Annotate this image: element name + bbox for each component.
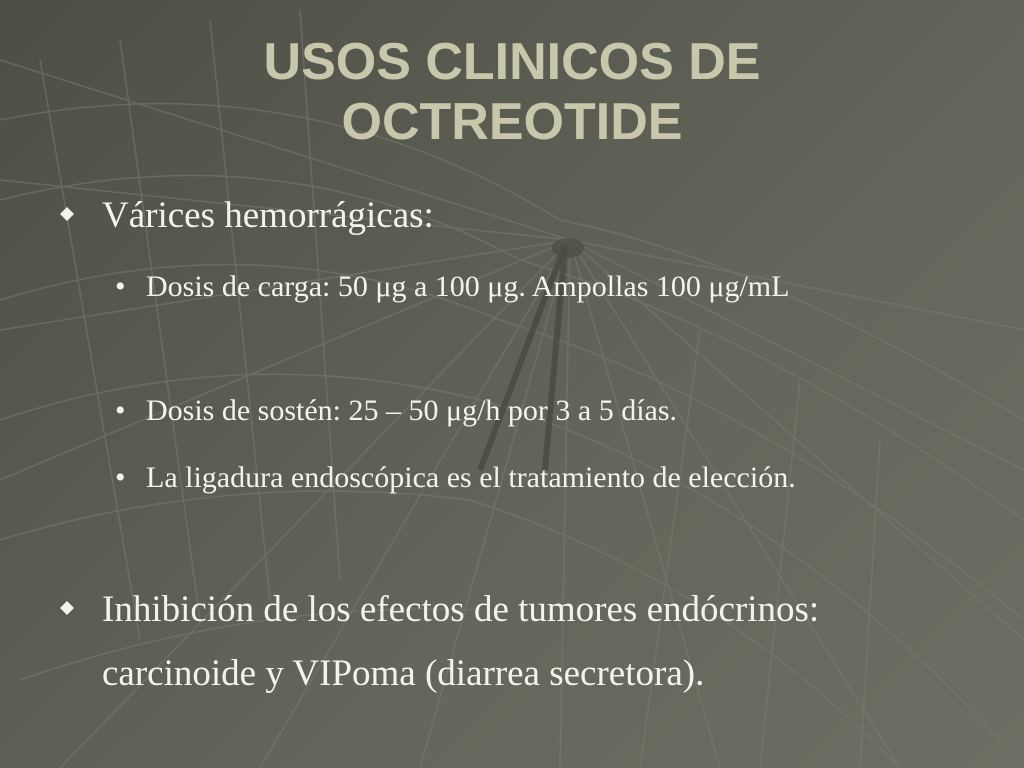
bullet-varices-text: Várices hemorrágicas:	[102, 195, 434, 236]
bullet-inhibicion-text: Inhibición de los efectos de tumores endócrinos: carcinoide y VIPoma (diarrea secretora).	[102, 589, 820, 694]
diamond-bullet-icon	[60, 601, 74, 615]
subbullet-ligadura-text: La ligadura endoscópica es el tratamiento de elección.	[146, 461, 796, 494]
slide-title-line-2: OCTREOTIDE	[341, 93, 683, 151]
round-bullet-icon: •	[115, 394, 126, 427]
slide-title-line-1: USOS CLINICOS DE	[263, 33, 761, 91]
round-bullet-icon: •	[115, 461, 126, 494]
slide-title	[0, 32, 1024, 152]
subbullet-dosis-carga	[115, 258, 875, 316]
subbullet-dosis-carga-text: Dosis de carga: 50 μg a 100 μg. Ampollas 100 μg/mL	[146, 270, 790, 303]
subbullet-dosis-sosten-text: Dosis de sostén: 25 – 50 μg/h por 3 a 5 días.	[146, 394, 678, 427]
diamond-bullet-icon	[60, 207, 74, 221]
round-bullet-icon: •	[115, 270, 126, 303]
subbullet-ligadura	[115, 449, 875, 507]
bullet-varices	[60, 184, 980, 248]
bullet-inhibicion	[60, 578, 980, 706]
subbullet-dosis-sosten	[115, 382, 875, 440]
